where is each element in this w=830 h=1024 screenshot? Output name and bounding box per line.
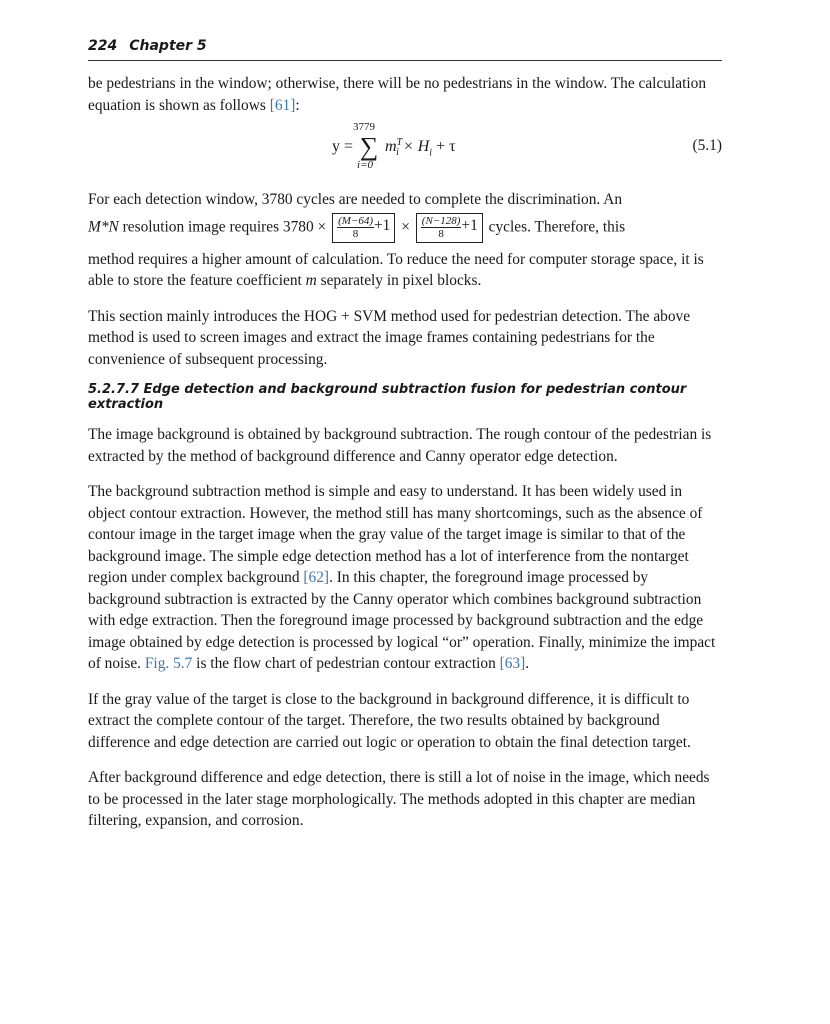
equation-5-1: y = 3779 ∑ i=0 $m^T_i \times H_i + \tau$ (5.1) — [332, 121, 722, 171]
figure-link[interactable]: Fig. 5.7 — [144, 655, 193, 672]
section-heading: 5.2.7.7 Edge detection and background subtraction fusion for pedestrian contour extraction — [88, 382, 687, 412]
running-head — [88, 38, 722, 61]
paragraph-1: be pedestrians in the window; otherwise, there will be no pedestrians in the window. The calculation equation is shown as follows [61]: — [88, 75, 707, 114]
equation-number: (5.1) — [692, 137, 722, 154]
bracket-n: $\frac{(N-128)}{8}$ +1 — [416, 213, 483, 243]
paragraph-2-line1: For each detection window, 3780 cycles are needed to complete the discrimination. An — [88, 191, 623, 208]
citation-link[interactable]: [62] — [303, 569, 330, 586]
paragraph-5: The background subtraction method is simple and easy to understand. It has been widely used in object contour extraction. However, the method still has many shortcomings, such as the absence of contour image in the target image when the gray value of the target image is similar to that of the background image. The simple edge detection method has a lot of interference from the nontarget region under complex background [62]. In this chapter, the foreground image processed by background subtraction is extracted by the Canny operator which combines background subtraction with edge extraction. Then the foreground image processed by background subtraction and the edge image obtained by edge detection is processed by logical “or” operation. Finally, minimize the impact of noise. Fig. 5.7 is the flow chart of pedestrian contour extraction [63]. — [88, 483, 716, 672]
bracket-m: $\frac{(M-64)}{8}$ +1 — [332, 213, 395, 243]
paragraph-6: If the gray value of the target is close to the background in background difference, it is difficult to extract the complete contour of the target. Therefore, the two results obtained by background difference and edge detection are carried out logic or operation to obtain the final detection target. — [88, 690, 691, 751]
paragraph-2-rest: method requires a higher amount of calculation. To reduce the need for computer storage space, it is able to store the feature coefficient m separately in pixel blocks. — [88, 250, 704, 289]
paragraph-4: The image background is obtained by background subtraction. The rough contour of the pedestrian is extracted by the method of background difference and Canny operator edge detection. — [88, 426, 712, 465]
paragraph-2-formula-line: M*N resolution image requires 3780 × $\frac{(M-64)}{8}$ +1 × $\frac{(N-128)}{8}$ +1 cycles. Therefore, this — [88, 213, 722, 243]
chapter-title: Chapter 5 — [129, 38, 207, 54]
paragraph-7: After background difference and edge detection, there is still a lot of noise in the image, which needs to be processed in the later stage morphologically. The methods adopted in this chapter are median filtering, expansion, and corrosion. — [88, 769, 710, 829]
paragraph-3: This section mainly introduces the HOG + SVM method used for pedestrian detection. The above method is used to screen images and extract the image frames containing pedestrians for the convenience of subsequent processing. — [88, 307, 691, 368]
citation-link[interactable]: [61] — [269, 96, 296, 114]
citation-link[interactable]: [63] — [499, 655, 526, 672]
page-body — [88, 38, 722, 841]
summation: 3779 ∑ i=0 — [353, 121, 379, 171]
page-number: 224 — [88, 38, 118, 54]
